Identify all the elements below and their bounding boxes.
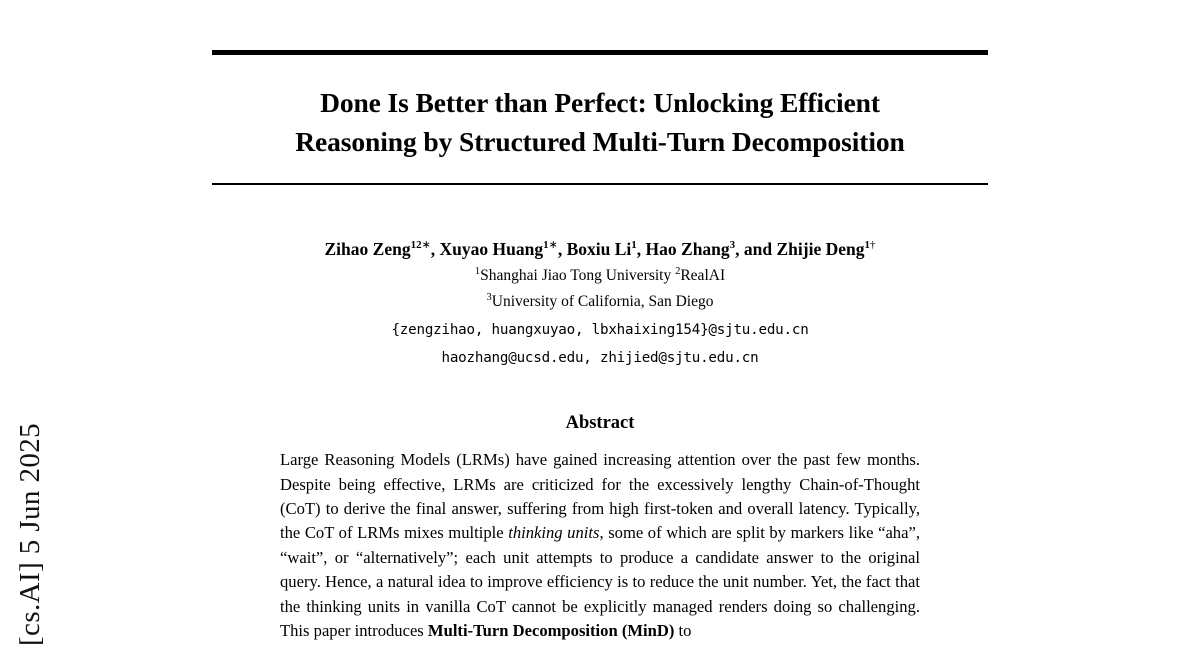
paper-page: [212, 0, 988, 648]
abstract-text: Large Reasoning Models (LRMs) have gained increasing attention over the past few months. Despite being effective, LRMs are criticized for the excessively lengthy Chain-of-Thought (CoT) to derive the final answer, suffering from high first-token and overall latency. Typically, the CoT of LRMs mixes multiple thinking units, some of which are split by markers like “aha”, “wait”, or “alternatively”; each unit attempts to produce a candidate answer to the original query. Hence, a natural idea to improve efficiency is to reduce the unit number. Yet, the fact that the thinking units in vanilla CoT cannot be explicitly managed renders doing so challenging. This paper introduces Multi-Turn Decomposition (MinD) to: [280, 450, 920, 640]
title-underline-rule: [212, 183, 988, 185]
affiliation-line-2: $^3$University of California, San Diego: [486, 292, 714, 311]
page-title: [212, 83, 988, 161]
email-line-1: {zengzihao, huangxuyao, lbxhaixing154}@sjtu.edu.cn: [391, 322, 809, 339]
title-line-2: Reasoning by Structured Multi-Turn Decomposition: [295, 126, 905, 158]
affiliation-line-1: $^1$Shanghai Jiao Tong University $^2$RealAI: [474, 265, 726, 284]
title-line-1: Done Is Better than Perfect: Unlocking Efficient: [320, 87, 880, 118]
abstract-heading: Abstract: [565, 413, 635, 434]
arxiv-stamp-text: [cs.AI] 5 Jun 2025: [13, 422, 46, 646]
author-list: Zihao Zeng$^{12∗}$, Xuyao Huang$^{1∗}$, Boxiu Li$^1$, Hao Zhang$^3$, and Zhijie Deng$^{1\dagger}$: [324, 239, 876, 260]
top-rule: [212, 50, 988, 55]
email-line-2: haozhang@ucsd.edu, zhijied@sjtu.edu.cn: [441, 350, 759, 367]
arxiv-side-stamp: [0, 0, 60, 648]
